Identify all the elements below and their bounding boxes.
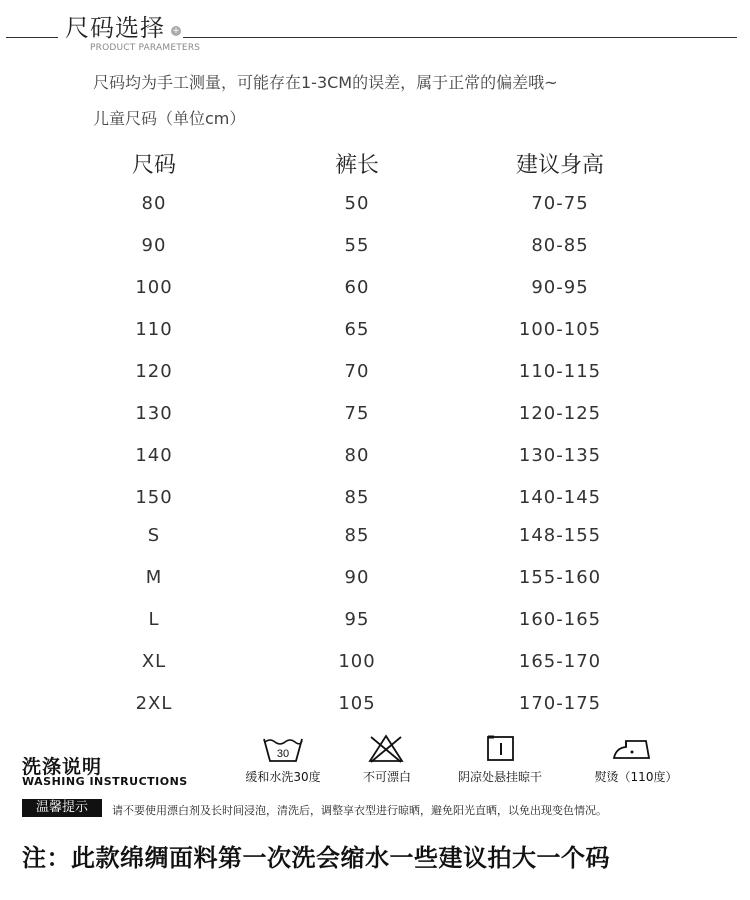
- no-bleach-label: 不可漂白: [362, 770, 412, 784]
- cell-suggested-height: 80-85: [531, 235, 589, 256]
- cell-suggested-height: 130-135: [518, 445, 602, 466]
- cell-pants-length: 75: [344, 403, 370, 424]
- column-header-pants-length: 裤长: [334, 153, 380, 178]
- cell-size: 140: [135, 445, 173, 466]
- column-header-suggested-height: 建议身高: [515, 153, 605, 178]
- cell-suggested-height: 165-170: [518, 651, 602, 672]
- cell-pants-length: 70: [344, 361, 370, 382]
- iron-label: 熨烫（110度）: [594, 770, 678, 784]
- cell-suggested-height: 155-160: [518, 567, 602, 588]
- header-divider-left: [6, 37, 58, 38]
- cell-size: 100: [135, 277, 173, 298]
- cell-suggested-height: 120-125: [518, 403, 602, 424]
- cell-pants-length: 85: [344, 487, 370, 508]
- cell-size: XL: [141, 651, 167, 672]
- tip-text: 请不要使用漂白剂及长时间浸泡，清洗后，调整享衣型进行晾晒，避免阳光直晒，以免出现变色情况。: [112, 804, 607, 817]
- tip-badge: 温馨提示: [22, 799, 102, 817]
- wash-30-icon: [262, 735, 304, 763]
- washing-subtitle: WASHING INSTRUCTIONS: [22, 775, 188, 788]
- cell-pants-length: 85: [344, 525, 370, 546]
- cell-suggested-height: 160-165: [518, 609, 602, 630]
- no-bleach-icon: [368, 733, 404, 763]
- cell-pants-length: 95: [344, 609, 370, 630]
- cell-pants-length: 100: [338, 651, 376, 672]
- cell-suggested-height: 110-115: [518, 361, 602, 382]
- cell-suggested-height: 170-175: [518, 693, 602, 714]
- wash-30-label: 缓和水洗30度: [245, 770, 321, 784]
- cell-suggested-height: 148-155: [518, 525, 602, 546]
- cell-pants-length: 50: [344, 193, 370, 214]
- cell-pants-length: 105: [338, 693, 376, 714]
- cell-suggested-height: 70-75: [531, 193, 589, 214]
- cell-size: 90: [141, 235, 167, 256]
- plus-circle-icon: +: [172, 26, 180, 36]
- shrinkage-warning: 注：此款绵绸面料第一次洗会缩水一些建议拍大一个码: [22, 844, 610, 872]
- iron-icon: [612, 737, 652, 761]
- washing-title: 洗涤说明: [22, 756, 103, 778]
- cell-size: 150: [135, 487, 173, 508]
- cell-pants-length: 55: [344, 235, 370, 256]
- cell-pants-length: 80: [344, 445, 370, 466]
- cell-size: 80: [141, 193, 167, 214]
- cell-pants-length: 65: [344, 319, 370, 340]
- cell-size: 130: [135, 403, 173, 424]
- cell-size: 120: [135, 361, 173, 382]
- page-title: 尺码选择: [65, 14, 165, 42]
- cell-suggested-height: 140-145: [518, 487, 602, 508]
- cell-suggested-height: 100-105: [518, 319, 602, 340]
- hang-dry-label: 阴凉处悬挂晾干: [457, 770, 543, 784]
- header-divider-right: [183, 37, 737, 38]
- cell-suggested-height: 90-95: [531, 277, 589, 298]
- cell-size: M: [145, 567, 163, 588]
- unit-note: 儿童尺码（单位cm）: [93, 109, 246, 128]
- measurement-note: 尺码均为手工测量，可能存在1-3CM的误差，属于正常的偏差哦~: [93, 73, 558, 92]
- cell-size: 110: [135, 319, 173, 340]
- cell-size: S: [147, 525, 161, 546]
- hang-dry-shade-icon: [486, 735, 516, 763]
- cell-size: L: [148, 609, 160, 630]
- column-header-size: 尺码: [131, 153, 177, 178]
- cell-pants-length: 90: [344, 567, 370, 588]
- cell-size: 2XL: [135, 693, 173, 714]
- cell-pants-length: 60: [344, 277, 370, 298]
- page-subtitle: PRODUCT PARAMETERS: [90, 43, 201, 53]
- wash-temperature-text: 30: [276, 748, 290, 760]
